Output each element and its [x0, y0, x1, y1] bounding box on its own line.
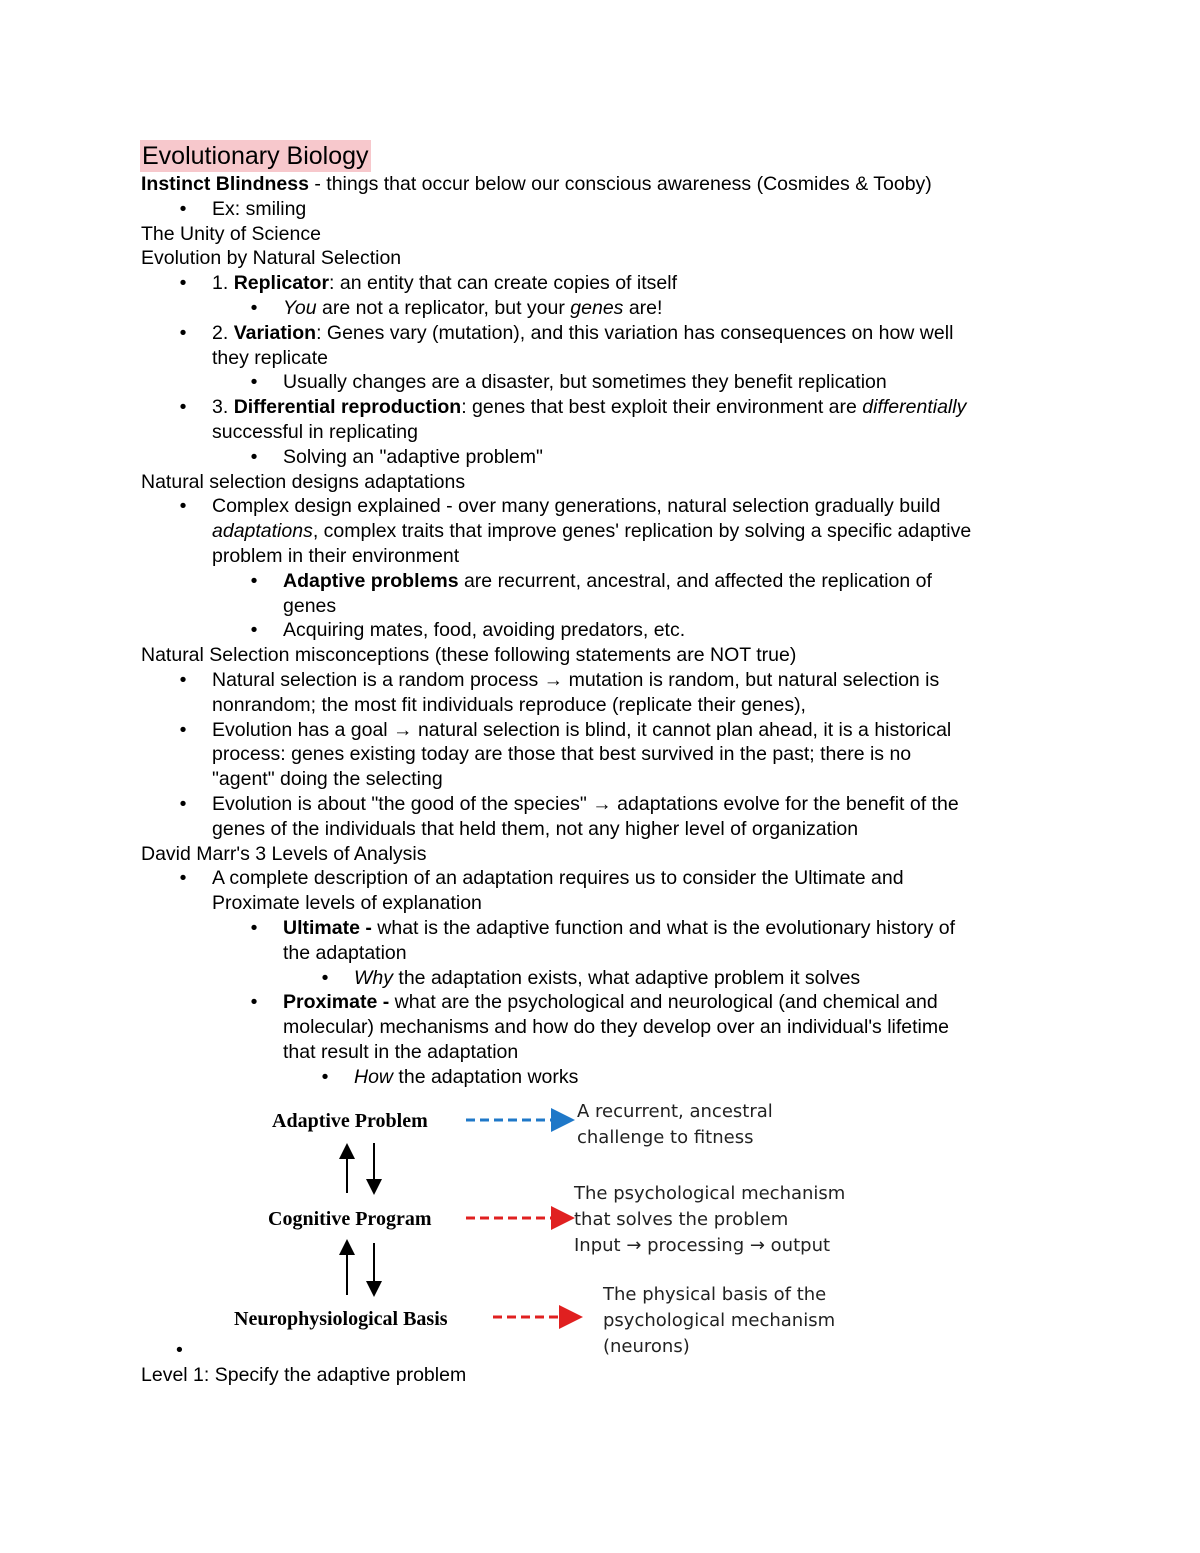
list-item — [179, 668, 1061, 693]
diagram-desc-line: psychological mechanism — [603, 1310, 836, 1332]
bullet-icon: • — [321, 966, 329, 989]
marr-text: A complete description of an adaptation requires us to consider the Ultimate and — [212, 867, 904, 890]
list-item — [250, 990, 1061, 1015]
differential-italic: differentially — [862, 396, 967, 419]
why-italic: Why — [354, 966, 393, 989]
sub-text: are not a replicator, but your — [316, 296, 571, 319]
list-item — [179, 494, 1061, 519]
list-item — [179, 792, 1061, 817]
list-item — [179, 197, 1061, 222]
diagram-desc-line: (neurons) — [603, 1336, 690, 1358]
ultimate-text: what is the adaptive function and what is the evolutionary history of — [371, 916, 956, 939]
bullet-icon: • — [179, 197, 187, 220]
bullet-icon: • — [179, 792, 187, 815]
list-item — [321, 1065, 1061, 1090]
marr-diagram — [141, 1095, 1061, 1363]
list-item — [250, 916, 1061, 941]
complex-text-cont — [212, 519, 1061, 544]
variation-text: : Genes vary (mutation), and this variation has consequences on how well — [316, 321, 954, 344]
misconception-text: Natural selection is a random process → mutation is random, but natural selection is — [212, 668, 940, 691]
bullet-icon: • — [321, 1065, 329, 1088]
diagram-desc-line: The physical basis of the — [603, 1284, 827, 1306]
bullet-icon: • — [179, 321, 187, 344]
bullet-icon: • — [250, 445, 258, 468]
diagram-desc-line: Input → processing → output — [574, 1235, 831, 1257]
item-number: 2. — [212, 321, 234, 344]
bullet-icon: • — [179, 867, 187, 890]
adaptive-problems-term: Adaptive problems — [283, 569, 459, 592]
differential-text: : genes that best exploit their environment are — [461, 396, 863, 419]
list-item — [250, 445, 1061, 470]
variation-term: Variation — [233, 321, 317, 344]
diagram-arrows — [141, 1095, 1061, 1363]
bullet-icon: • — [250, 991, 258, 1014]
evolution-heading: Evolution by Natural Selection — [141, 247, 402, 270]
misconception-text-cont: nonrandom; the most fit individuals reproduce (replicate their genes), — [212, 693, 806, 716]
list-item — [179, 271, 1061, 296]
misconception-text-cont: genes of the individuals that held them, not any higher level of organization — [212, 817, 859, 840]
diagram-desc-line: that solves the problem — [574, 1209, 789, 1231]
complex-text: Complex design explained - over many generations, natural selection gradually build — [212, 495, 941, 518]
list-item — [250, 370, 1061, 395]
diagram-label-neurophysiological-basis: Neurophysiological Basis — [234, 1308, 448, 1331]
bullet-icon: • — [179, 668, 187, 691]
instinct-example: Ex: smiling — [212, 197, 307, 220]
complex-italic: adaptations — [212, 520, 313, 543]
document-page — [141, 140, 1061, 1388]
page-title: Evolutionary Biology — [142, 142, 369, 170]
bullet-icon: • — [250, 916, 258, 939]
proximate-term: Proximate - — [283, 991, 390, 1014]
misconception-text: Evolution is about "the good of the species" → adaptations evolve for the benefit of the — [212, 792, 959, 815]
replicator-term: Replicator — [233, 272, 330, 295]
bullet-icon: • — [179, 718, 187, 741]
diagram-label-cognitive-program: Cognitive Program — [268, 1208, 432, 1231]
bullet-icon: • — [179, 495, 187, 518]
adaptive-problems-text: are recurrent, ancestral, and affected the replication of — [458, 569, 932, 592]
bullet-icon: • — [250, 619, 258, 642]
list-item — [321, 966, 1061, 991]
sub-text: Solving an "adaptive problem" — [283, 445, 543, 468]
bullet-icon: • — [179, 396, 187, 419]
instinct-line — [141, 172, 1061, 197]
replicator-text: : an entity that can create copies of itself — [329, 272, 677, 295]
diagram-desc-line: challenge to fitness — [577, 1127, 754, 1149]
bullet-icon: • — [179, 272, 187, 295]
bullet-icon: • — [176, 1339, 183, 1362]
list-item — [179, 395, 1061, 420]
adaptations-heading: Natural selection designs adaptations — [141, 470, 466, 493]
proximate-text-cont: molecular) mechanisms and how do they develop over an individual's lifetime — [283, 1016, 949, 1039]
list-item — [250, 296, 1061, 321]
list-item — [250, 569, 1061, 594]
list-item — [179, 321, 1061, 346]
instinct-text: - things that occur below our conscious awareness (Cosmides & Tooby) — [308, 173, 932, 195]
misconception-text-cont: "agent" doing the selecting — [212, 768, 443, 791]
marr-text-cont: Proximate levels of explanation — [212, 892, 482, 915]
how-text: the adaptation works — [393, 1065, 579, 1088]
bullet-icon: • — [250, 569, 258, 592]
sub-italic: You — [283, 296, 317, 319]
complex-text-cont: problem in their environment — [212, 544, 460, 567]
variation-text-cont: they replicate — [212, 346, 328, 369]
ultimate-text-cont: the adaptation — [283, 941, 407, 964]
misconception-text: Evolution has a goal → natural selection is blind, it cannot plan ahead, it is a historical — [212, 718, 952, 741]
level1-text: Level 1: Specify the adaptive problem — [141, 1364, 467, 1387]
sub-text: are! — [623, 296, 663, 319]
sub-text: Usually changes are a disaster, but sometimes they benefit replication — [283, 371, 887, 394]
unity-heading: The Unity of Science — [141, 222, 321, 245]
diagram-label-adaptive-problem: Adaptive Problem — [272, 1110, 428, 1133]
how-italic: How — [354, 1065, 394, 1088]
bullet-icon: • — [250, 296, 258, 319]
list-item — [179, 866, 1061, 891]
item-number: 3. — [212, 396, 234, 419]
proximate-text: what are the psychological and neurological (and chemical and — [389, 991, 938, 1014]
ultimate-term: Ultimate - — [283, 916, 372, 939]
misconceptions-heading: Natural Selection misconceptions (these following statements are NOT true) — [141, 644, 797, 667]
diagram-desc-line: The psychological mechanism — [574, 1183, 846, 1205]
misconception-text-cont: process: genes existing today are those that best survived in the past; there is no — [212, 743, 912, 766]
differential-term: Differential reproduction — [233, 396, 462, 419]
why-text: the adaptation exists, what adaptive problem it solves — [393, 966, 861, 989]
proximate-text-cont: that result in the adaptation — [283, 1040, 519, 1063]
complex-text: , complex traits that improve genes' replication by solving a specific adaptive — [312, 520, 972, 543]
bullet-icon: • — [250, 371, 258, 394]
instinct-term: Instinct Blindness — [141, 173, 309, 195]
sub-italic: genes — [570, 296, 624, 319]
marr-heading: David Marr's 3 Levels of Analysis — [141, 842, 427, 865]
list-item — [250, 618, 1061, 643]
adaptive-problems-cont: genes — [283, 594, 337, 617]
diagram-desc-line: A recurrent, ancestral — [577, 1101, 773, 1123]
acquiring-text: Acquiring mates, food, avoiding predators, etc. — [283, 619, 686, 642]
item-number: 1. — [212, 272, 234, 295]
differential-text-cont: successful in replicating — [212, 420, 418, 443]
list-item — [179, 718, 1061, 743]
